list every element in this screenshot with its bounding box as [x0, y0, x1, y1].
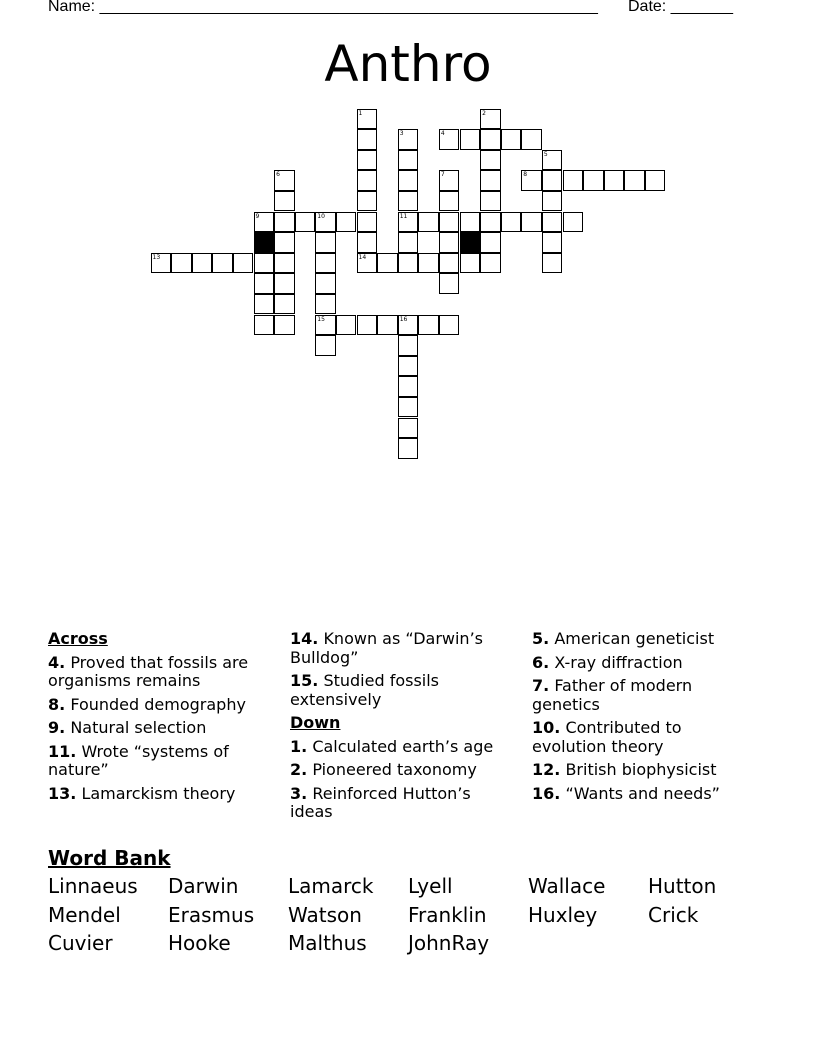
- crossword-cell[interactable]: [212, 253, 233, 274]
- clue-number: 10.: [532, 718, 561, 737]
- page-title: Anthro: [324, 35, 492, 93]
- clue-number: 15: [317, 315, 325, 323]
- clue-number: 10: [317, 212, 325, 220]
- crossword-cell[interactable]: [274, 294, 295, 315]
- clue-number: 14: [358, 253, 367, 261]
- clue-number: 2: [482, 109, 486, 117]
- crossword-cell[interactable]: [439, 191, 460, 212]
- crossword-cell[interactable]: [501, 129, 522, 150]
- crossword-cell[interactable]: [418, 315, 439, 336]
- crossword-cell[interactable]: [315, 335, 336, 356]
- crossword-cell[interactable]: [357, 315, 378, 336]
- clue-item: [290, 738, 512, 757]
- clue-number: 3: [399, 130, 404, 138]
- clue-text: Reinforced Hutton’s ideas: [290, 783, 471, 821]
- blocked-cell: [254, 232, 275, 253]
- crossword-cell[interactable]: [315, 212, 336, 233]
- clue-item: [48, 743, 268, 780]
- crossword-cell[interactable]: [357, 170, 378, 191]
- word-bank-word: Erasmus: [168, 903, 255, 927]
- crossword-cell[interactable]: [357, 129, 378, 150]
- crossword-cell[interactable]: [254, 212, 275, 233]
- clue-number: 1.: [290, 736, 308, 756]
- word-bank-word: Lyell: [408, 874, 453, 898]
- crossword-cell[interactable]: [171, 253, 192, 274]
- crossword-cell[interactable]: [357, 109, 378, 130]
- clue-number: 15.: [290, 671, 319, 690]
- crossword-cell[interactable]: [418, 212, 439, 233]
- clue-text: Founded demography: [70, 694, 246, 714]
- crossword-cell[interactable]: [398, 356, 419, 377]
- crossword-cell[interactable]: [480, 191, 501, 212]
- clue-text: Proved that fossils are organisms remains: [48, 652, 249, 690]
- word-bank-word: Watson: [288, 903, 362, 927]
- clue-number: 6.: [532, 652, 550, 672]
- crossword-cell[interactable]: [233, 253, 254, 274]
- clue-item: [532, 761, 744, 780]
- crossword-cell[interactable]: [542, 170, 563, 191]
- crossword-cell[interactable]: [480, 129, 501, 150]
- crossword-cell[interactable]: [357, 232, 378, 253]
- crossword-grid: [0, 0, 816, 520]
- crossword-cell[interactable]: [542, 150, 563, 171]
- crossword-cell[interactable]: [192, 253, 213, 274]
- word-bank-word: Cuvier: [48, 931, 113, 955]
- clue-text: American geneticist: [554, 629, 715, 648]
- crossword-cell[interactable]: [542, 212, 563, 233]
- crossword-cell[interactable]: [254, 273, 275, 294]
- clue-text: Wrote “systems of nature”: [48, 741, 229, 779]
- crossword-cell[interactable]: [398, 232, 419, 253]
- crossword-cell[interactable]: [274, 191, 295, 212]
- crossword-cell[interactable]: [398, 212, 419, 233]
- crossword-cell[interactable]: [542, 191, 563, 212]
- clues-column-1: [48, 630, 268, 808]
- crossword-cell[interactable]: [480, 150, 501, 171]
- word-bank-word: Crick: [648, 903, 699, 927]
- crossword-cell[interactable]: [398, 150, 419, 171]
- crossword-cell[interactable]: [460, 129, 481, 150]
- clue-number: 8.: [48, 694, 66, 714]
- clue-text: Calculated earth’s age: [312, 736, 494, 756]
- clue-number: 13: [152, 253, 161, 261]
- crossword-cell[interactable]: [357, 253, 378, 274]
- crossword-cell[interactable]: [542, 232, 563, 253]
- clue-number: 12.: [532, 760, 561, 779]
- crossword-cell[interactable]: [357, 191, 378, 212]
- word-bank-word: Franklin: [408, 903, 487, 927]
- clue-number: 7: [440, 171, 445, 179]
- crossword-cell[interactable]: [439, 273, 460, 294]
- crossword-cell[interactable]: [480, 232, 501, 253]
- crossword-cell[interactable]: [274, 212, 295, 233]
- clue-number: 3.: [290, 783, 308, 803]
- date-field-label: Date: _______: [628, 0, 733, 15]
- clue-item: [48, 785, 268, 804]
- crossword-cell[interactable]: [439, 253, 460, 274]
- clue-item: [290, 761, 512, 780]
- crossword-cell[interactable]: [336, 315, 357, 336]
- crossword-cell[interactable]: [295, 212, 316, 233]
- crossword-cell[interactable]: [563, 212, 584, 233]
- crossword-cell[interactable]: [254, 315, 275, 336]
- crossword-cell[interactable]: [604, 170, 625, 191]
- clue-item: [290, 630, 512, 667]
- clue-number: 9.: [48, 718, 66, 737]
- clue-number: 5: [543, 150, 548, 158]
- clue-text: Known as “Darwin’s Bulldog”: [290, 629, 483, 667]
- crossword-cell[interactable]: [439, 170, 460, 191]
- crossword-cell[interactable]: [501, 212, 522, 233]
- clue-number: 4.: [48, 652, 66, 672]
- crossword-cell[interactable]: [480, 212, 501, 233]
- crossword-cell[interactable]: [315, 294, 336, 315]
- clues-column-2: [290, 630, 512, 827]
- clue-item: [532, 654, 744, 673]
- crossword-cell[interactable]: [315, 273, 336, 294]
- crossword-cell[interactable]: [377, 315, 398, 336]
- crossword-cell[interactable]: [398, 397, 419, 418]
- clue-number: 16: [399, 315, 408, 323]
- crossword-cell[interactable]: [254, 294, 275, 315]
- clue-number: 2.: [290, 760, 308, 779]
- crossword-cell[interactable]: [315, 232, 336, 253]
- name-field-label: Name: ________________________________________________________: [48, 0, 598, 15]
- clue-item: [48, 719, 268, 738]
- crossword-cell[interactable]: [398, 438, 419, 459]
- crossword-cell[interactable]: [521, 129, 542, 150]
- clue-text: Pioneered taxonomy: [312, 760, 477, 779]
- clue-text: Studied fossils extensively: [290, 671, 440, 709]
- clue-item: [532, 677, 744, 714]
- clue-number: 1: [358, 109, 363, 117]
- clue-item: [48, 696, 268, 715]
- clue-number: 11: [399, 212, 408, 220]
- crossword-cell[interactable]: [357, 150, 378, 171]
- crossword-cell[interactable]: [398, 315, 419, 336]
- crossword-cell[interactable]: [398, 376, 419, 397]
- crossword-cell[interactable]: [418, 253, 439, 274]
- crossword-cell[interactable]: [254, 253, 275, 274]
- clue-text: British biophysicist: [565, 760, 717, 779]
- word-bank-word: JohnRay: [408, 931, 490, 955]
- blocked-cell: [460, 232, 481, 253]
- crossword-cell[interactable]: [521, 170, 542, 191]
- clue-text: X-ray diffraction: [554, 652, 683, 672]
- crossword-cell[interactable]: [563, 170, 584, 191]
- word-bank-word: Linnaeus: [48, 874, 138, 898]
- crossword-cell[interactable]: [583, 170, 604, 191]
- word-bank-word: Mendel: [48, 903, 121, 927]
- clue-text: Contributed to evolution theory: [532, 718, 682, 756]
- word-bank-word: Darwin: [168, 874, 239, 898]
- clue-number: 6: [276, 171, 280, 179]
- clue-item: [532, 719, 744, 756]
- crossword-cell[interactable]: [357, 212, 378, 233]
- down-heading: Down: [290, 713, 341, 732]
- crossword-cell[interactable]: [439, 315, 460, 336]
- clue-number: 8: [523, 171, 528, 179]
- crossword-cell[interactable]: [398, 191, 419, 212]
- word-bank-title: Word Bank: [48, 846, 171, 870]
- clue-item: [532, 785, 744, 804]
- clue-item: [290, 785, 512, 822]
- clue-item: [48, 654, 268, 691]
- crossword-cell[interactable]: [439, 212, 460, 233]
- clue-number: 14.: [290, 629, 319, 648]
- word-bank-word: Hutton: [648, 874, 717, 898]
- clue-number: 9: [255, 212, 260, 220]
- word-bank-word: Lamarck: [288, 874, 374, 898]
- crossword-cell[interactable]: [645, 170, 666, 191]
- clue-item: [532, 630, 744, 649]
- crossword-cell[interactable]: [398, 170, 419, 191]
- word-bank-word: Wallace: [528, 874, 606, 898]
- crossword-cell[interactable]: [480, 170, 501, 191]
- crossword-cell[interactable]: [521, 212, 542, 233]
- crossword-cell[interactable]: [274, 273, 295, 294]
- clues-column-3: [532, 630, 744, 808]
- across-heading: Across: [48, 629, 108, 648]
- clue-number: 5.: [532, 629, 550, 648]
- crossword-cell[interactable]: [398, 335, 419, 356]
- crossword-cell[interactable]: [460, 212, 481, 233]
- word-bank-word: Malthus: [288, 931, 367, 955]
- crossword-cell[interactable]: [624, 170, 645, 191]
- crossword-cell[interactable]: [274, 315, 295, 336]
- crossword-cell[interactable]: [480, 253, 501, 274]
- crossword-cell[interactable]: [274, 232, 295, 253]
- crossword-cell[interactable]: [480, 109, 501, 130]
- clue-number: 7.: [532, 676, 550, 695]
- crossword-cell[interactable]: [377, 253, 398, 274]
- clue-number: 13.: [48, 783, 77, 803]
- crossword-cell[interactable]: [336, 212, 357, 233]
- clue-number: 16.: [532, 783, 561, 803]
- clue-text: Natural selection: [70, 718, 207, 737]
- clue-text: Father of modern genetics: [532, 676, 693, 714]
- crossword-cell[interactable]: [398, 253, 419, 274]
- clue-number: 11.: [48, 741, 77, 761]
- clue-text: “Wants and needs”: [565, 783, 720, 803]
- word-bank-word: Hooke: [168, 931, 231, 955]
- crossword-cell[interactable]: [398, 418, 419, 439]
- clue-text: Lamarckism theory: [81, 783, 236, 803]
- clue-item: [290, 672, 512, 709]
- crossword-cell[interactable]: [315, 315, 336, 336]
- crossword-cell[interactable]: [439, 129, 460, 150]
- crossword-cell[interactable]: [542, 253, 563, 274]
- word-bank-word: Huxley: [528, 903, 598, 927]
- crossword-cell[interactable]: [439, 232, 460, 253]
- crossword-cell[interactable]: [274, 170, 295, 191]
- crossword-cell[interactable]: [460, 253, 481, 274]
- crossword-cell[interactable]: [398, 129, 419, 150]
- crossword-cell[interactable]: [151, 253, 172, 274]
- clue-number: 4: [440, 130, 445, 138]
- crossword-cell[interactable]: [315, 253, 336, 274]
- crossword-cell[interactable]: [274, 253, 295, 274]
